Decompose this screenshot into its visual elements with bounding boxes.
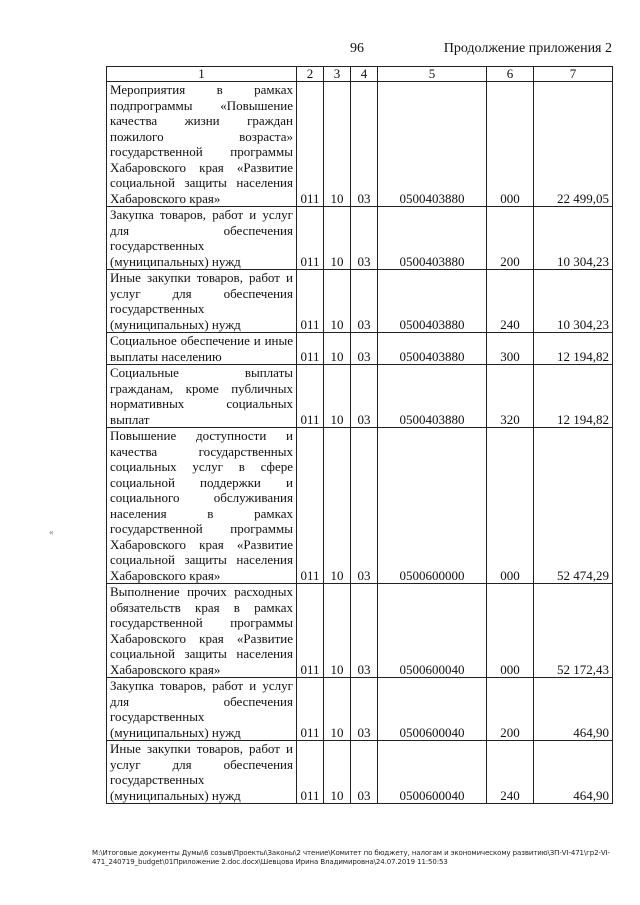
- row-description: Выполнение прочих расходных обязательств края в рамках государственной программы Хабаровского края «Развитие социальной защиты населения Хабаровского края»: [107, 584, 297, 678]
- row-description: Закупка товаров, работ и услуг для обеспечения государственных (муниципальных) нужд: [107, 207, 297, 270]
- column-header: 5: [378, 67, 487, 82]
- subsection-code: 03: [351, 428, 378, 584]
- column-header: 1: [107, 67, 297, 82]
- subsection-code: 03: [351, 584, 378, 678]
- amount: 464,90: [534, 741, 613, 804]
- row-description: Мероприятия в рамках подпрограммы «Повышение качества жизни граждан пожилого возраста» государственной программы Хабаровского края «Развитие социальной защиты населения Хабаровского края»: [107, 82, 297, 207]
- expense-type-code: 000: [487, 584, 534, 678]
- target-article-code: 0500600040: [378, 678, 487, 741]
- subsection-code: 03: [351, 333, 378, 365]
- page-number: 96: [350, 41, 364, 56]
- target-article-code: 0500403880: [378, 82, 487, 207]
- column-header: 7: [534, 67, 613, 82]
- target-article-code: 0500600040: [378, 584, 487, 678]
- amount: 22 499,05: [534, 82, 613, 207]
- amount: 10 304,23: [534, 207, 613, 270]
- table-row: [107, 333, 613, 365]
- section-code: 10: [324, 741, 351, 804]
- target-article-code: 0500600040: [378, 741, 487, 804]
- ministry-code: 011: [297, 365, 324, 428]
- footer-line: 471_240719_budget\01Приложение 2.doc.docx\Шевцова Ирина Владимировна\24.07.2019 11:50:53: [92, 858, 448, 866]
- table-row: [107, 428, 613, 584]
- section-code: 10: [324, 207, 351, 270]
- column-header: 6: [487, 67, 534, 82]
- target-article-code: 0500403880: [378, 207, 487, 270]
- amount: 12 194,82: [534, 333, 613, 365]
- subsection-code: 03: [351, 207, 378, 270]
- subsection-code: 03: [351, 678, 378, 741]
- section-code: 10: [324, 333, 351, 365]
- table-row: [107, 741, 613, 804]
- table-row: [107, 584, 613, 678]
- expense-type-code: 200: [487, 207, 534, 270]
- expense-type-code: 240: [487, 741, 534, 804]
- target-article-code: 0500403880: [378, 365, 487, 428]
- row-description: Социальное обеспечение и иные выплаты населению: [107, 333, 297, 365]
- table-row: [107, 365, 613, 428]
- row-description: Иные закупки товаров, работ и услуг для обеспечения государственных (муниципальных) нужд: [107, 741, 297, 804]
- row-description: Повышение доступности и качества государственных социальных услуг в сфере социальной поддержки и социального обслуживания населения в рамках государственной программы Хабаровского края «Развитие социальной защиты населения Хабаровского края»: [107, 428, 297, 584]
- subsection-code: 03: [351, 270, 378, 333]
- section-code: 10: [324, 365, 351, 428]
- continuation-label: Продолжение приложения 2: [443, 41, 612, 56]
- subsection-code: 03: [351, 82, 378, 207]
- ministry-code: 011: [297, 270, 324, 333]
- expense-type-code: 300: [487, 333, 534, 365]
- row-description: Социальные выплаты гражданам, кроме публичных нормативных социальных выплат: [107, 365, 297, 428]
- table-row: [107, 82, 613, 207]
- table-row: [107, 207, 613, 270]
- ministry-code: 011: [297, 207, 324, 270]
- table-row: [107, 678, 613, 741]
- expense-type-code: 240: [487, 270, 534, 333]
- section-code: 10: [324, 584, 351, 678]
- section-code: 10: [324, 678, 351, 741]
- section-code: 10: [324, 82, 351, 207]
- ministry-code: 011: [297, 741, 324, 804]
- budget-table: [106, 66, 613, 804]
- amount: 464,90: [534, 678, 613, 741]
- expense-type-code: 200: [487, 678, 534, 741]
- target-article-code: 0500403880: [378, 333, 487, 365]
- subsection-code: 03: [351, 365, 378, 428]
- column-header: 4: [351, 67, 378, 82]
- ministry-code: 011: [297, 678, 324, 741]
- row-description: Иные закупки товаров, работ и услуг для обеспечения государственных (муниципальных) нужд: [107, 270, 297, 333]
- column-header: 3: [324, 67, 351, 82]
- expense-type-code: 320: [487, 365, 534, 428]
- column-header: 2: [297, 67, 324, 82]
- amount: 52 474,29: [534, 428, 613, 584]
- ministry-code: 011: [297, 82, 324, 207]
- section-code: 10: [324, 428, 351, 584]
- expense-type-code: 000: [487, 428, 534, 584]
- margin-mark: «: [49, 527, 54, 537]
- ministry-code: 011: [297, 584, 324, 678]
- subsection-code: 03: [351, 741, 378, 804]
- section-code: 10: [324, 270, 351, 333]
- target-article-code: 0500600000: [378, 428, 487, 584]
- amount: 52 172,43: [534, 584, 613, 678]
- footer-line: М:\Итоговые документы Думы\6 созыв\Проекты\Законы\2 чтение\Комитет по бюджету, налогам и экономическому развитию\ЗП-VI-471\гр2-VI-: [92, 849, 610, 857]
- ministry-code: 011: [297, 333, 324, 365]
- expense-type-code: 000: [487, 82, 534, 207]
- file-path-footer: [92, 849, 614, 867]
- row-description: Закупка товаров, работ и услуг для обеспечения государственных (муниципальных) нужд: [107, 678, 297, 741]
- target-article-code: 0500403880: [378, 270, 487, 333]
- amount: 10 304,23: [534, 270, 613, 333]
- ministry-code: 011: [297, 428, 324, 584]
- table-header-row: [107, 67, 613, 82]
- table-row: [107, 270, 613, 333]
- amount: 12 194,82: [534, 365, 613, 428]
